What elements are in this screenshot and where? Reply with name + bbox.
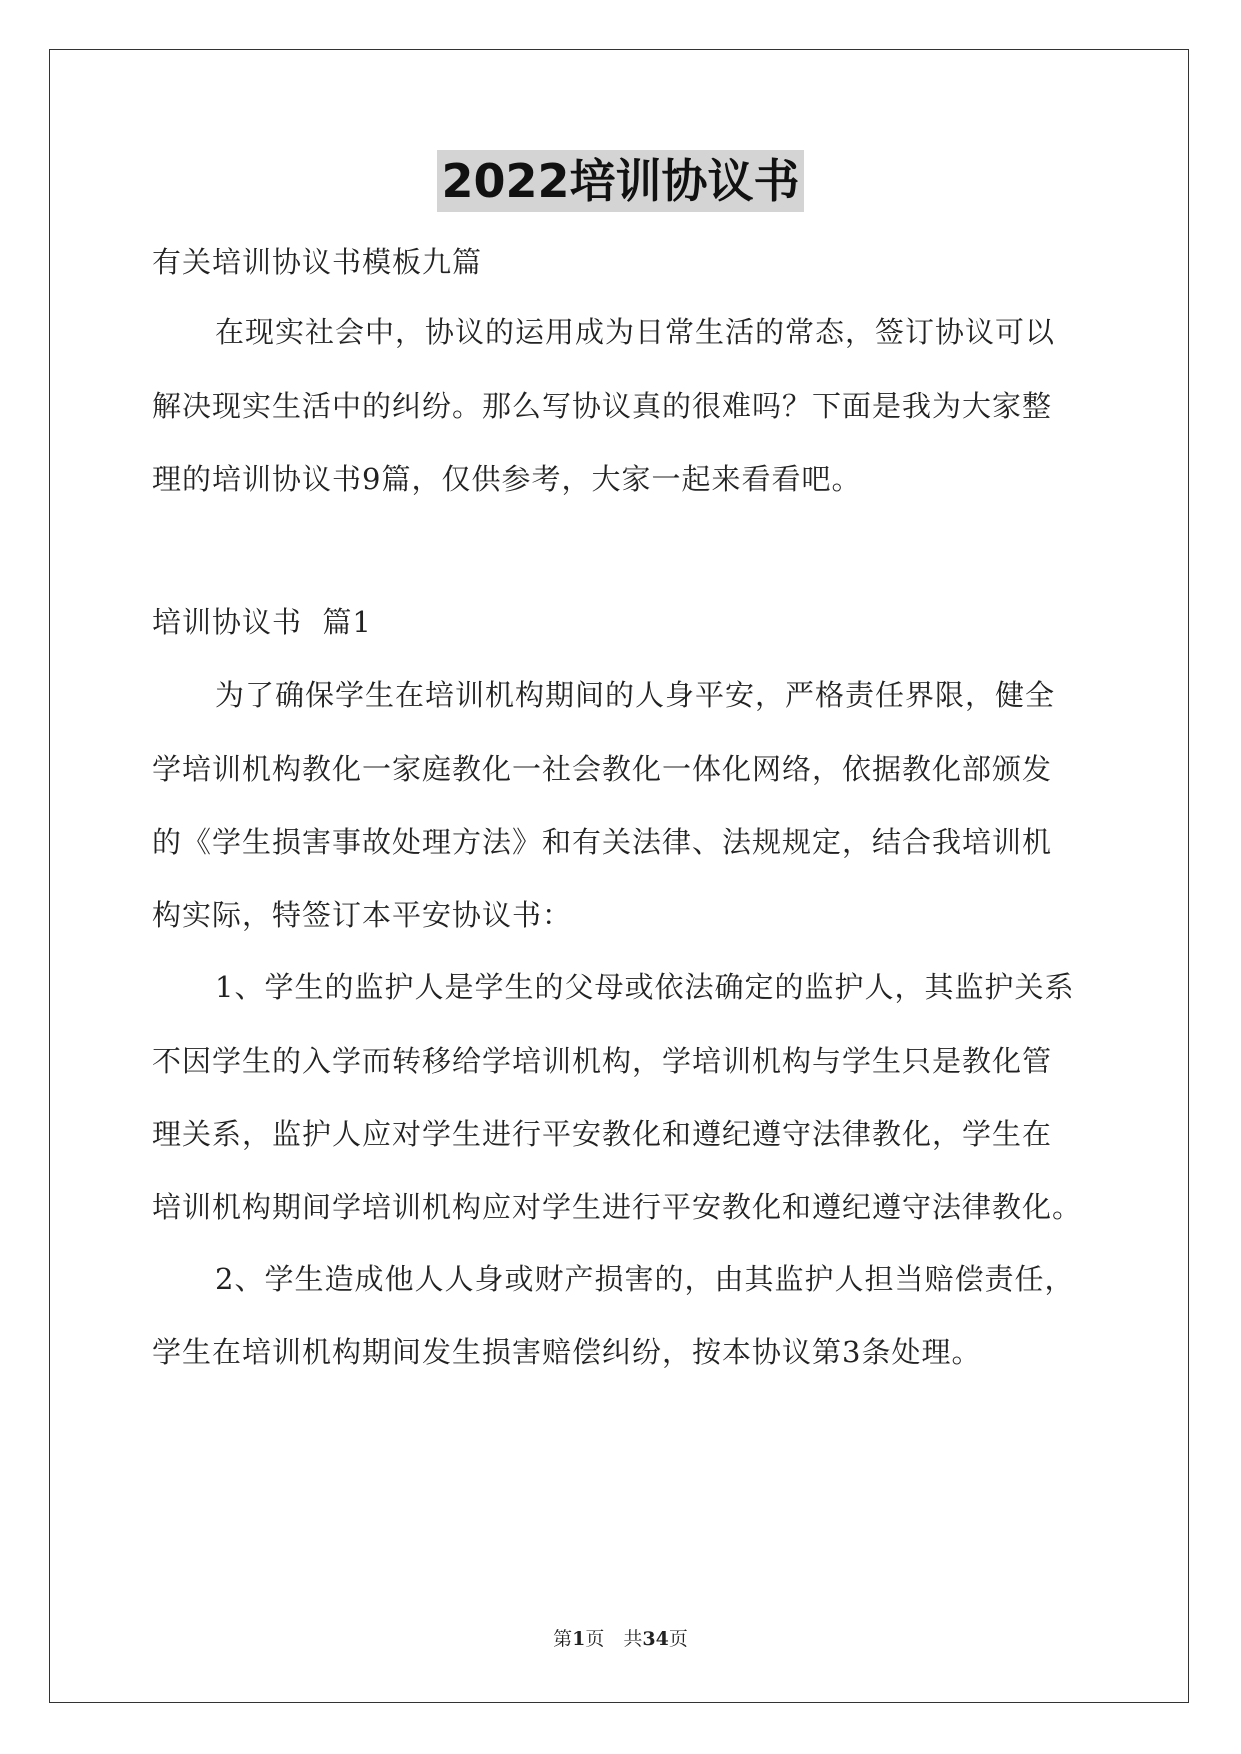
clause2-line-2: 学生在培训机构期间发生损害赔偿纠纷，按本协议第3条处理。 [152, 1335, 982, 1369]
intro-line-3: 理的培训协议书9篇，仅供参考，大家一起来看看吧。 [152, 462, 862, 496]
para1-line-3: 的《学生损害事故处理方法》和有关法律、法规规定，结合我培训机 [152, 825, 1053, 859]
page-mid: 页 共 [585, 1628, 643, 1650]
title-block [0, 150, 1241, 212]
clause1-line-1: 1、学生的监护人是学生的父母或依法确定的监护人，其监护关系 [215, 970, 1075, 1004]
page-border [49, 49, 1189, 1703]
section-heading: 培训协议书 篇1 [152, 605, 372, 639]
page-suffix: 页 [668, 1628, 688, 1650]
document-title: 2022培训协议书 [437, 150, 803, 212]
page-footer [0, 1627, 1241, 1651]
page-total: 34 [642, 1628, 669, 1650]
intro-line-1: 在现实社会中，协议的运用成为日常生活的常态，签订协议可以 [215, 315, 1056, 349]
para1-line-1: 为了确保学生在培训机构期间的人身平安，严格责任界限，健全 [215, 678, 1056, 712]
clause1-line-3: 理关系，监护人应对学生进行平安教化和遵纪遵守法律教化，学生在 [152, 1117, 1053, 1151]
document-subtitle: 有关培训协议书模板九篇 [152, 245, 483, 279]
page-prefix: 第 [553, 1628, 573, 1650]
para1-line-2: 学培训机构教化一家庭教化一社会教化一体化网络，依据教化部颁发 [152, 752, 1053, 786]
clause2-line-1: 2、学生造成他人人身或财产损害的，由其监护人担当赔偿责任， [215, 1262, 1075, 1296]
para1-line-4: 构实际，特签订本平安协议书： [152, 898, 573, 932]
intro-line-2: 解决现实生活中的纠纷。那么写协议真的很难吗？下面是我为大家整 [152, 389, 1053, 423]
page-current: 1 [572, 1628, 586, 1650]
clause1-line-2: 不因学生的入学而转移给学培训机构，学培训机构与学生只是教化管 [152, 1044, 1053, 1078]
clause1-line-4: 培训机构期间学培训机构应对学生进行平安教化和遵纪遵守法律教化。 [152, 1190, 1083, 1224]
